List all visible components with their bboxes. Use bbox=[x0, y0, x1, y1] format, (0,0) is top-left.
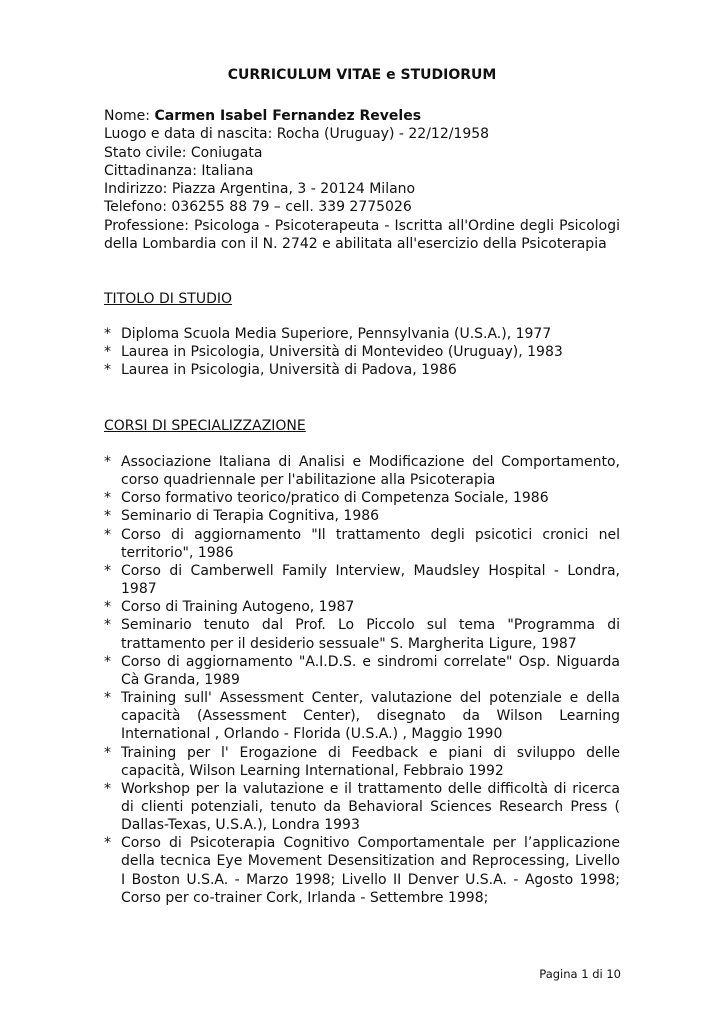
list-item: * Laurea in Psicologia, Università di Montevideo (Uruguay), 1983 bbox=[104, 344, 563, 361]
bullet-star: * bbox=[104, 653, 111, 670]
list-item: * Seminario di Terapia Cognitiva, 1986 bbox=[104, 508, 380, 525]
list-item: * Diploma Scuola Media Superiore, Pennsylvania (U.S.A.), 1977 bbox=[104, 326, 552, 342]
list-item: * Workshop per la valutazione e il trattamento delle difficoltà di ricerca di clienti potenziali, tenuto da Behavioral Sciences Research Press ( Dallas-Texas, U.S.A.), Londra 1993 bbox=[104, 780, 620, 834]
bullet-star: * bbox=[104, 617, 111, 634]
page-number-footer: Pagina 1 di 10 bbox=[539, 967, 621, 981]
bullet-star: * bbox=[104, 744, 111, 761]
bullet-star: * bbox=[104, 690, 111, 707]
courses-heading: CORSI DI SPECIALIZZAZIONE bbox=[104, 418, 306, 434]
bullet-star: * bbox=[104, 362, 111, 379]
list-item: * Training sull' Assessment Center, valutazione del potenziale e della capacità (Assessment Center), disegnato da Wilson Learning International , Orlando - Florida (U.S.A.) , Maggio 1990 bbox=[104, 690, 620, 743]
list-item: * Training per l' Erogazione di Feedback e piani di sviluppo delle capacità, Wilson Learning International, Febbraio 1992 bbox=[104, 744, 620, 779]
list-item: * Corso formativo teorico/pratico di Competenza Sociale, 1986 bbox=[104, 490, 549, 507]
list-item: * Associazione Italiana di Analisi e Modificazione del Comportamento, corso quadriennale per l'abilitazione alla Psicoterapia bbox=[104, 454, 620, 489]
bullet-star: * bbox=[104, 599, 111, 616]
personal-details bbox=[104, 107, 620, 253]
bullet-star: * bbox=[104, 490, 111, 507]
name-label: Nome: bbox=[104, 108, 151, 124]
bullet-star: * bbox=[104, 508, 111, 525]
name-value: Carmen Isabel Fernandez Reveles bbox=[154, 108, 422, 124]
address-line: Indirizzo: Piazza Argentina, 3 - 20124 Milano bbox=[104, 181, 416, 198]
birth-line: Luogo e data di nascita: Rocha (Uruguay) - 22/12/1958 bbox=[104, 126, 490, 143]
bullet-star: * bbox=[104, 526, 111, 543]
education-heading: TITOLO DI STUDIO bbox=[104, 291, 232, 307]
list-item: * Corso di Training Autogeno, 1987 bbox=[104, 599, 355, 616]
list-item: * Corso di aggiornamento "A.I.D.S. e sindromi correlate" Osp. Niguarda Cà Granda, 1989 bbox=[104, 653, 620, 688]
courses-list bbox=[104, 453, 620, 907]
bullet-star: * bbox=[104, 344, 111, 361]
list-item: * Corso di Camberwell Family Interview, Maudsley Hospital - Londra, 1987 bbox=[104, 562, 620, 598]
list-item: * Corso di aggiornamento "Il trattamento degli psicotici cronici nel territorio", 1986 bbox=[104, 526, 620, 561]
civil-status-line: Stato civile: Coniugata bbox=[104, 144, 263, 161]
name-line bbox=[104, 107, 620, 125]
bullet-star: * bbox=[104, 835, 111, 852]
phone-line: Telefono: 036255 88 79 – cell. 339 2775026 bbox=[104, 199, 412, 216]
bullet-star: * bbox=[104, 562, 111, 579]
bullet-star: * bbox=[104, 780, 111, 797]
citizenship-line: Cittadinanza: Italiana bbox=[104, 162, 254, 179]
education-list bbox=[104, 325, 620, 379]
bullet-star: * bbox=[104, 326, 111, 342]
page-title: CURRICULUM VITAE e STUDIORUM bbox=[227, 67, 497, 83]
profession-paragraph: Professione: Psicologa - Psicoterapeuta - Iscritta all'Ordine degli Psicologi della Lombardia con il N. 2742 e abilitata all'esercizio della Psicoterapia bbox=[104, 217, 620, 253]
list-item: * Seminario tenuto dal Prof. Lo Piccolo sul tema "Programma di trattamento per il desiderio sessuale" S. Margherita Ligure, 1987 bbox=[104, 617, 620, 652]
bullet-star: * bbox=[104, 454, 111, 470]
list-item: * Corso di Psicoterapia Cognitivo Comportamentale per l’applicazione della tecnica Eye Movement Desensitization and Reprocessing, Livello I Boston U.S.A. - Marzo 1998; Livello II Denver U.S.A. - Agosto 1998; Corso per co-trainer Cork, Irlanda - Settembre 1998; bbox=[104, 835, 620, 906]
list-item: * Laurea in Psicologia, Università di Padova, 1986 bbox=[104, 362, 457, 379]
